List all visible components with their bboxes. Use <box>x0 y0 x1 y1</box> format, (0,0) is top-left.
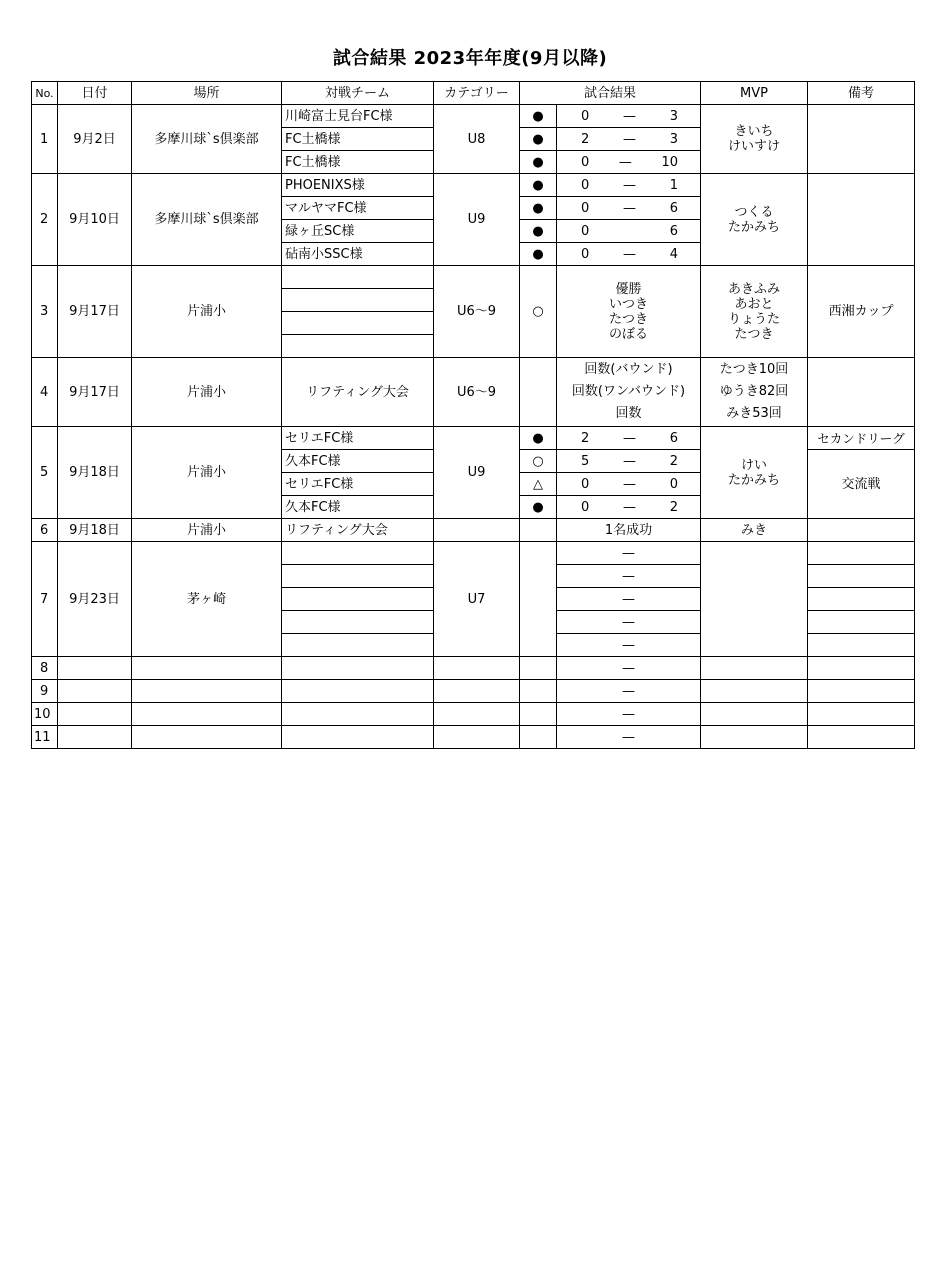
row-category <box>434 519 520 542</box>
opponent-cell <box>282 542 434 565</box>
row-category <box>434 680 520 703</box>
score-cell <box>557 243 701 266</box>
opponent-cell <box>282 657 434 680</box>
score-home: 0 <box>581 476 590 492</box>
result-line: 優勝 <box>615 281 642 297</box>
score-dash: — <box>623 430 636 446</box>
result-line: たつき <box>609 311 649 327</box>
score-home: 0 <box>581 177 590 193</box>
table-row <box>32 657 915 680</box>
notes-cell: セカンドリーグ <box>808 427 915 450</box>
row-place: 茅ヶ崎 <box>132 542 282 657</box>
score-away: 6 <box>669 430 678 446</box>
header-mvp: MVP <box>701 82 808 105</box>
mvp-name: りょうた <box>728 311 781 327</box>
opponent-cell <box>282 703 434 726</box>
table-row <box>32 174 915 197</box>
score-home: 5 <box>581 453 590 469</box>
mvp-cell <box>701 680 808 703</box>
result-mark <box>520 680 557 703</box>
notes-cell <box>808 726 915 749</box>
row-category: U7 <box>434 542 520 657</box>
result-cell <box>557 358 701 427</box>
header-date: 日付 <box>58 82 132 105</box>
result-cell <box>557 266 701 358</box>
result-mark: ● <box>520 105 557 128</box>
opponent-cell: マルヤマFC様 <box>282 197 434 220</box>
score-dash: — <box>557 703 701 726</box>
score-away: 1 <box>669 177 678 193</box>
row-place <box>132 703 282 726</box>
score-cell <box>557 473 701 496</box>
score-dash: — <box>557 680 701 703</box>
score-away: 2 <box>669 499 678 515</box>
notes-cell <box>808 634 915 657</box>
row-no: 11 <box>32 726 58 749</box>
result-mark: ● <box>520 496 557 519</box>
header-opponent: 対戦チーム <box>282 82 434 105</box>
score-dash: — <box>623 499 636 515</box>
score-cell <box>557 220 701 243</box>
opponent-cell <box>282 726 434 749</box>
result-mark: ○ <box>520 450 557 473</box>
page-title: 試合結果 2023年年度(9月以降) <box>332 48 608 69</box>
mvp-cell <box>701 703 808 726</box>
score-home: 0 <box>581 154 590 170</box>
result-mark <box>520 358 557 427</box>
mvp-name: たつき10回 <box>719 362 789 377</box>
table-row <box>32 427 915 450</box>
score-dash: — <box>557 726 701 749</box>
mvp-name: みき53回 <box>726 406 782 421</box>
notes-cell: 交流戦 <box>808 450 915 519</box>
score-home: 0 <box>581 223 590 239</box>
table-row <box>32 726 915 749</box>
mvp-name: あおと <box>734 296 774 312</box>
mvp-cell <box>701 174 808 266</box>
score-away: 3 <box>669 131 678 147</box>
opponent-cell: リフティング大会 <box>282 519 434 542</box>
notes-cell <box>808 542 915 565</box>
score-dash: — <box>618 154 632 170</box>
score-home: 0 <box>581 108 590 124</box>
opponent-cell <box>282 312 434 335</box>
row-category: U9 <box>434 174 520 266</box>
notes-cell <box>808 611 915 634</box>
score-away: 2 <box>669 453 678 469</box>
score-away: 10 <box>661 154 679 170</box>
result-line: 回数 <box>615 406 642 421</box>
row-date: 9月18日 <box>58 427 132 519</box>
result-line: 回数(バウンド) <box>584 362 673 377</box>
mvp-name: たかみち <box>728 219 781 235</box>
score-home: 2 <box>581 430 590 446</box>
opponent-cell: セリエFC様 <box>282 473 434 496</box>
row-no: 8 <box>32 657 58 680</box>
row-category: U6〜9 <box>434 358 520 427</box>
header-notes: 備考 <box>808 82 915 105</box>
row-date: 9月17日 <box>58 358 132 427</box>
opponent-cell: PHOENIXS様 <box>282 174 434 197</box>
result-mark <box>520 703 557 726</box>
score-dash: — <box>623 131 636 147</box>
notes-cell <box>808 358 915 427</box>
header-result: 試合結果 <box>520 82 701 105</box>
row-place <box>132 657 282 680</box>
score-dash: — <box>623 177 636 193</box>
score-dash: — <box>623 246 636 262</box>
row-place: 片浦小 <box>132 266 282 358</box>
mvp-name: きいち <box>734 124 774 139</box>
opponent-cell: 久本FC様 <box>282 450 434 473</box>
header-place: 場所 <box>132 82 282 105</box>
mvp-name: あきふみ <box>728 281 781 297</box>
result-mark: ● <box>520 197 557 220</box>
opponent-cell: FC土橋様 <box>282 128 434 151</box>
row-no: 1 <box>32 105 58 174</box>
score-dash: — <box>557 588 701 611</box>
score-cell <box>557 496 701 519</box>
score-cell <box>557 450 701 473</box>
result-mark <box>520 542 557 657</box>
result-mark <box>520 726 557 749</box>
result-mark: ○ <box>520 266 557 358</box>
opponent-cell: 砧南小SSC様 <box>282 243 434 266</box>
row-place: 多摩川球`s倶楽部 <box>132 174 282 266</box>
score-dash: — <box>623 453 636 469</box>
row-date: 9月18日 <box>58 519 132 542</box>
row-no: 5 <box>32 427 58 519</box>
score-dash: — <box>623 476 636 492</box>
mvp-name: たつき <box>734 326 774 342</box>
score-away: 0 <box>669 476 678 492</box>
notes-cell <box>808 703 915 726</box>
score-dash: — <box>557 657 701 680</box>
mvp-name: ゆうき82回 <box>719 384 789 399</box>
result-mark: ● <box>520 427 557 450</box>
score-cell <box>557 128 701 151</box>
row-date: 9月23日 <box>58 542 132 657</box>
mvp-name: たかみち <box>728 472 781 488</box>
header-category: カテゴリー <box>434 82 520 105</box>
result-mark <box>520 519 557 542</box>
score-away: 6 <box>669 223 678 239</box>
opponent-cell <box>282 266 434 289</box>
opponent-cell: リフティング大会 <box>282 358 434 427</box>
result-mark: ● <box>520 174 557 197</box>
mvp-cell <box>701 266 808 358</box>
row-no: 4 <box>32 358 58 427</box>
score-cell <box>557 197 701 220</box>
mvp-cell <box>701 358 808 427</box>
result-mark: ● <box>520 243 557 266</box>
mvp-name: けい <box>741 457 768 473</box>
row-place <box>132 726 282 749</box>
score-cell <box>557 151 701 174</box>
row-category <box>434 726 520 749</box>
row-date <box>58 680 132 703</box>
score-dash: — <box>623 200 636 216</box>
row-no: 10 <box>32 703 58 726</box>
opponent-cell <box>282 680 434 703</box>
table-row <box>32 266 915 289</box>
notes-cell <box>808 565 915 588</box>
opponent-cell <box>282 634 434 657</box>
mvp-cell <box>701 726 808 749</box>
row-no: 9 <box>32 680 58 703</box>
row-no: 3 <box>32 266 58 358</box>
table-row <box>32 703 915 726</box>
notes-cell <box>808 680 915 703</box>
score-home: 2 <box>581 131 590 147</box>
notes-cell: 西湘カップ <box>808 266 915 358</box>
row-date: 9月17日 <box>58 266 132 358</box>
score-dash: — <box>557 542 701 565</box>
notes-cell <box>808 174 915 266</box>
mvp-cell <box>701 105 808 174</box>
result-mark: ● <box>520 220 557 243</box>
result-line: いつき <box>609 296 649 312</box>
opponent-cell <box>282 289 434 312</box>
header-row <box>32 82 915 105</box>
mvp-cell <box>701 542 808 657</box>
table-row <box>32 680 915 703</box>
score-home: 0 <box>581 499 590 515</box>
row-place: 片浦小 <box>132 427 282 519</box>
result-mark: ● <box>520 128 557 151</box>
opponent-cell <box>282 335 434 358</box>
row-category: U6〜9 <box>434 266 520 358</box>
result-mark <box>520 657 557 680</box>
row-place: 多摩川球`s倶楽部 <box>132 105 282 174</box>
table-row <box>32 358 915 427</box>
result-mark: △ <box>520 473 557 496</box>
row-date: 9月10日 <box>58 174 132 266</box>
row-date: 9月2日 <box>58 105 132 174</box>
score-dash: — <box>623 108 636 124</box>
score-home: 0 <box>581 200 590 216</box>
row-category <box>434 703 520 726</box>
row-place: 片浦小 <box>132 519 282 542</box>
row-date <box>58 657 132 680</box>
score-cell <box>557 427 701 450</box>
result-cell: 1名成功 <box>557 519 701 542</box>
results-table <box>31 81 915 749</box>
row-place <box>132 680 282 703</box>
opponent-cell: 久本FC様 <box>282 496 434 519</box>
opponent-cell: セリエFC様 <box>282 427 434 450</box>
row-date <box>58 703 132 726</box>
notes-cell <box>808 519 915 542</box>
score-cell <box>557 174 701 197</box>
notes-cell <box>808 588 915 611</box>
opponent-cell: 川崎富士見台FC様 <box>282 105 434 128</box>
row-category <box>434 657 520 680</box>
result-line: 回数(ワンバウンド) <box>571 384 686 399</box>
row-date <box>58 726 132 749</box>
table-row <box>32 105 915 128</box>
row-no: 2 <box>32 174 58 266</box>
score-dash: — <box>557 611 701 634</box>
row-category: U8 <box>434 105 520 174</box>
score-cell <box>557 105 701 128</box>
row-category: U9 <box>434 427 520 519</box>
score-away: 3 <box>669 108 678 124</box>
opponent-cell <box>282 565 434 588</box>
notes-cell <box>808 105 915 174</box>
result-mark: ● <box>520 151 557 174</box>
table-row <box>32 519 915 542</box>
row-no: 6 <box>32 519 58 542</box>
opponent-cell <box>282 588 434 611</box>
mvp-name: つくる <box>734 204 774 220</box>
opponent-cell: FC土橋様 <box>282 151 434 174</box>
score-dash: — <box>557 634 701 657</box>
score-dash: — <box>557 565 701 588</box>
table-row <box>32 542 915 565</box>
result-line: のぼる <box>609 326 649 342</box>
mvp-cell <box>701 427 808 519</box>
score-away: 6 <box>669 200 678 216</box>
opponent-cell <box>282 611 434 634</box>
mvp-name: けいすけ <box>728 139 781 154</box>
score-home: 0 <box>581 246 590 262</box>
mvp-cell: みき <box>701 519 808 542</box>
notes-cell <box>808 657 915 680</box>
row-no: 7 <box>32 542 58 657</box>
row-place: 片浦小 <box>132 358 282 427</box>
score-away: 4 <box>669 246 678 262</box>
header-no: No. <box>32 82 58 105</box>
opponent-cell: 緑ヶ丘SC様 <box>282 220 434 243</box>
mvp-cell <box>701 657 808 680</box>
